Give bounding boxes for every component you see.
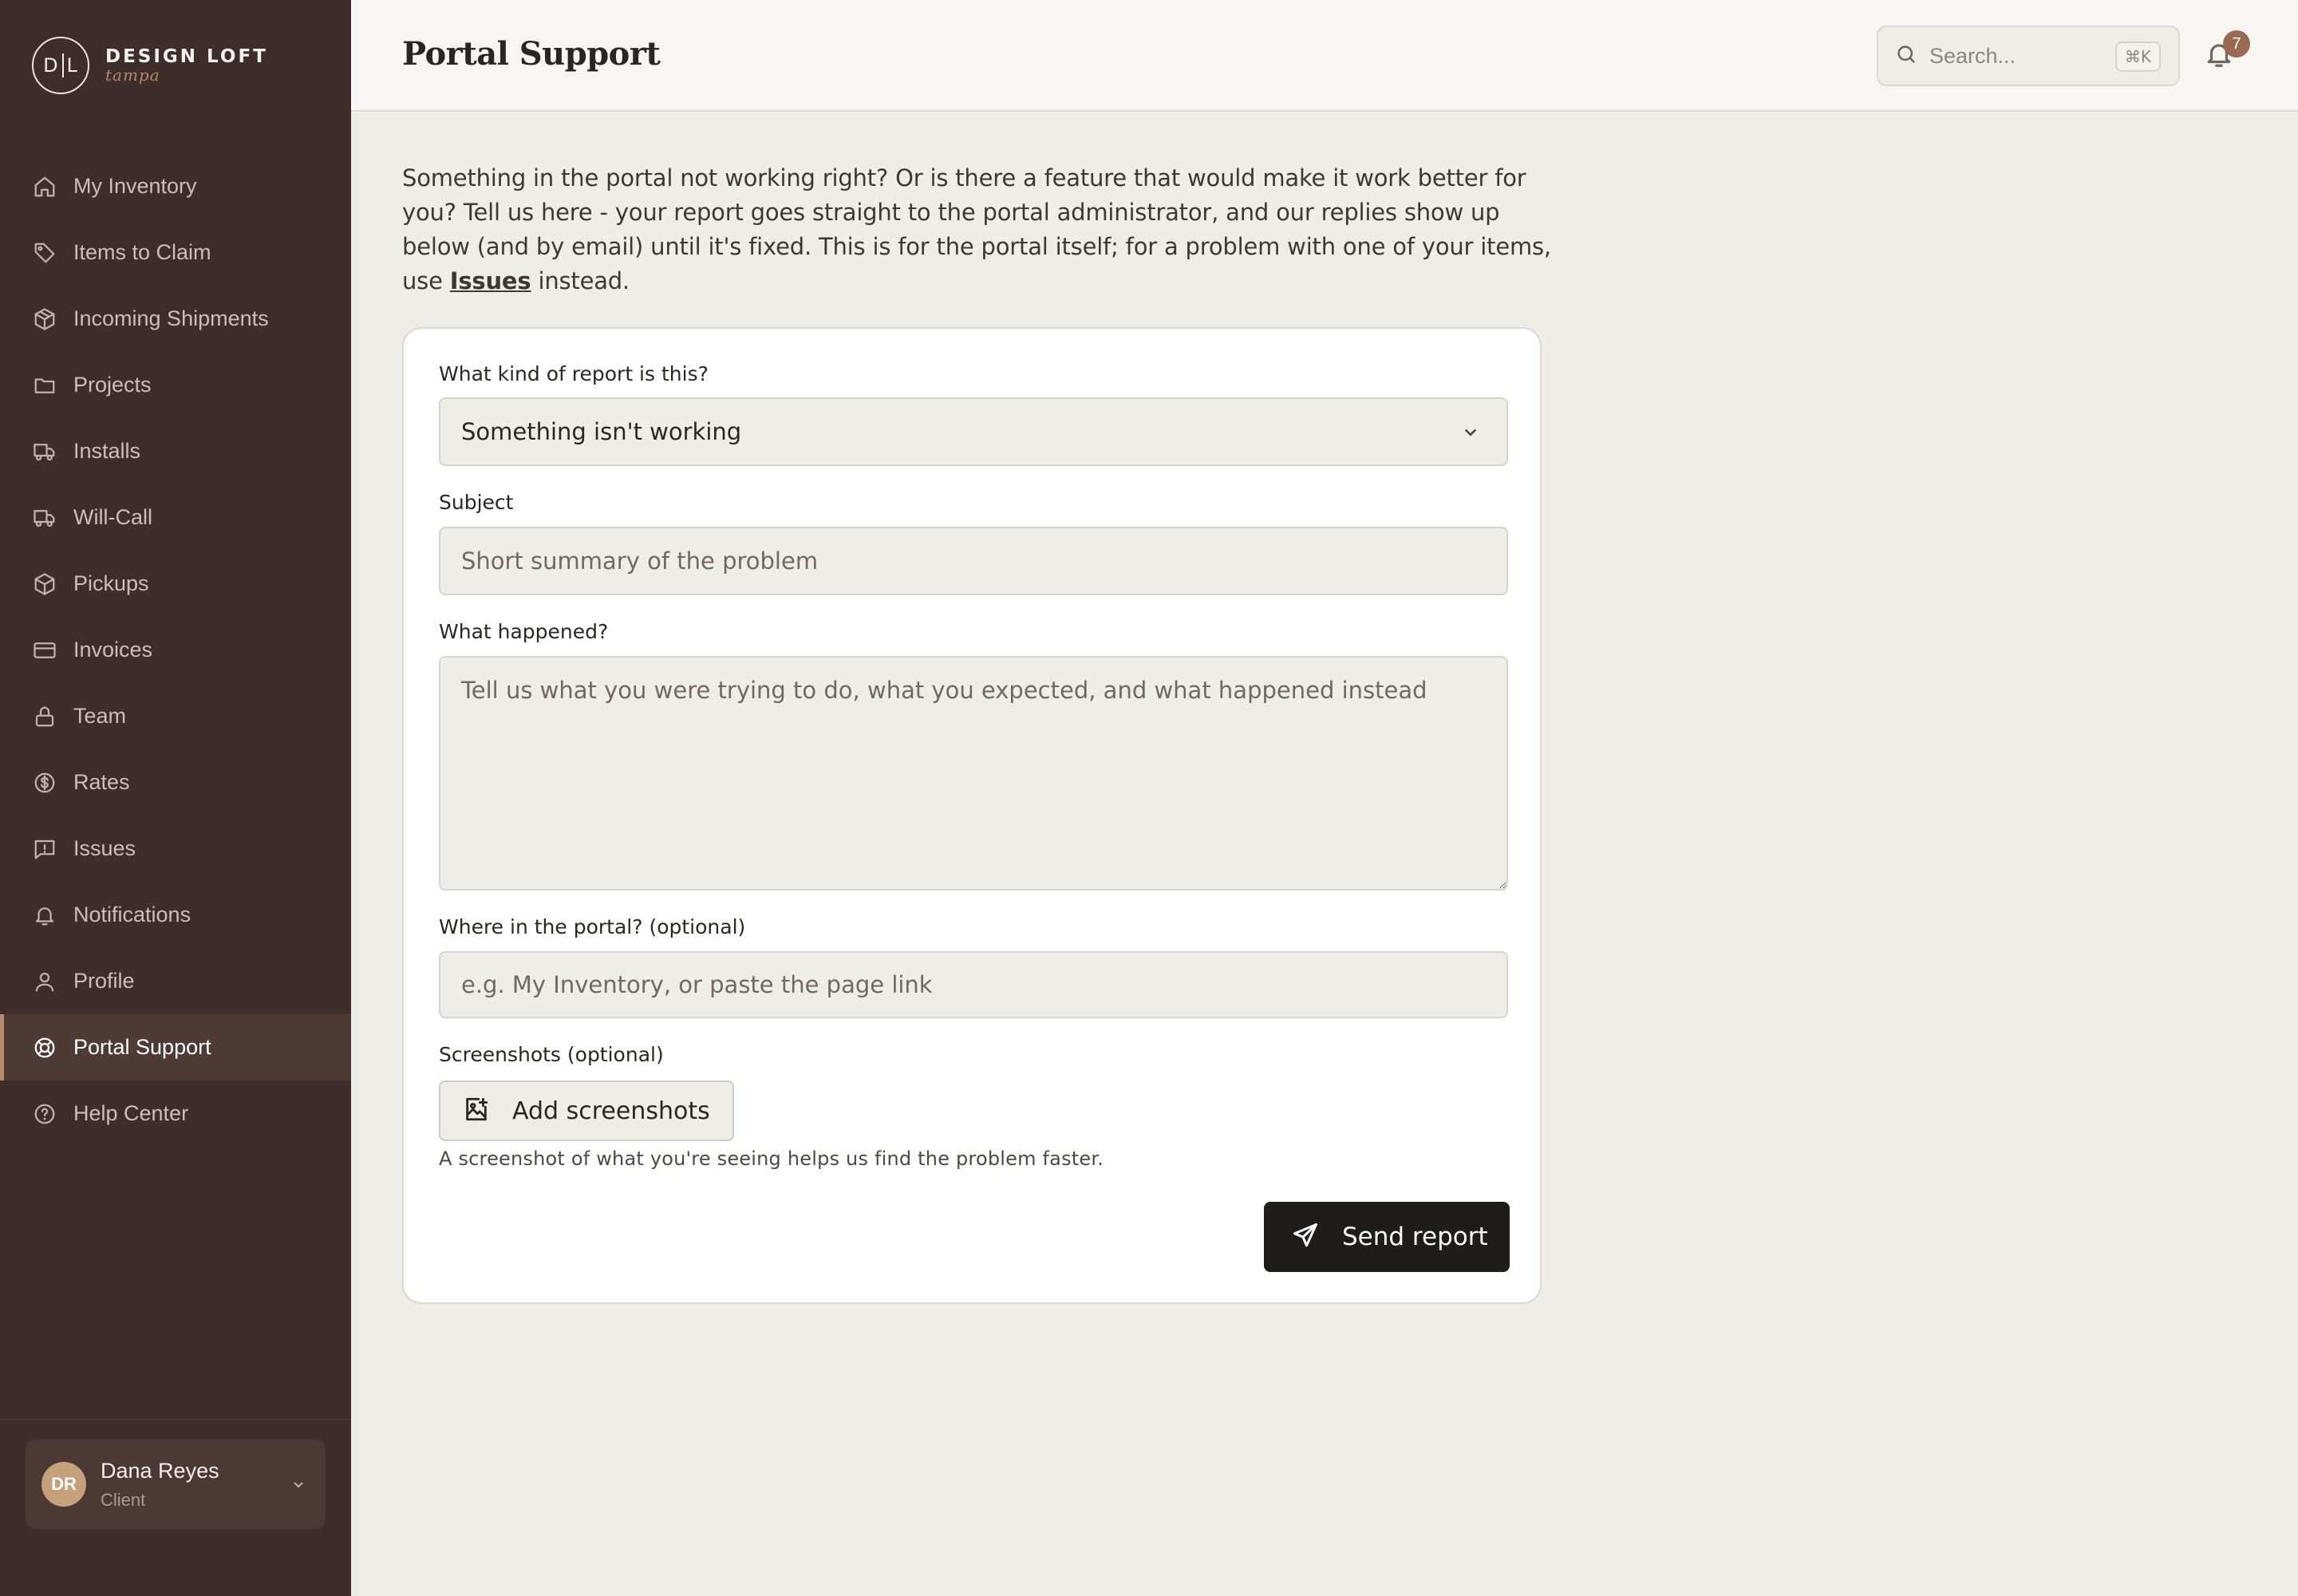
user-role: Client [101,1489,146,1510]
bell-icon [2204,58,2234,73]
credit-card-icon [32,638,57,663]
sidebar-item-label: Pickups [73,571,149,595]
sidebar-item-label: Team [73,704,127,728]
sidebar-item-team[interactable] [0,683,351,749]
sidebar-item-label: Installs [73,439,141,463]
sidebar-item-portal-support[interactable] [0,1014,351,1080]
sidebar-item-pickups[interactable] [0,551,351,617]
sidebar-item-label: Invoices [73,638,153,662]
user-info [101,1459,219,1511]
notification-count-badge: 7 [2223,30,2250,57]
intro-text-part: Something in the portal not working right? Or is there a feature that would make it work better for you? Tell us here - your report goes straight to the portal administrator, and our replies show up below (and by email) until it's fixed. This is for the portal itself; for a problem with one of your items, use [402,164,1551,294]
location-placeholder: e.g. My Inventory, or paste the page link [461,971,933,998]
search-box[interactable] [1877,26,2180,86]
sidebar-nav [0,153,351,1147]
send-icon [1291,1221,1320,1253]
lock-icon [32,704,57,729]
logo-mark: D L [32,37,89,94]
lifebuoy-icon [32,1035,57,1061]
user-name: Dana Reyes [101,1458,219,1483]
top-bar [351,0,2298,112]
details-textarea[interactable] [439,656,1508,891]
sidebar-item-items-to-claim[interactable] [0,219,351,286]
home-icon [32,174,57,200]
sidebar-item-notifications[interactable] [0,882,351,948]
chevron-down-icon [289,1475,308,1494]
search-icon [1894,42,1918,69]
bell-icon [32,903,57,928]
logo-text [105,46,268,85]
sidebar-divider [0,1419,351,1420]
sidebar-item-label: Help Center [73,1101,189,1125]
location-label: Where in the portal? (optional) [439,915,746,938]
add-screenshots-button[interactable] [439,1080,734,1141]
screenshots-help-text: A screenshot of what you're seeing helps us find the problem faster. [439,1148,1104,1170]
sidebar-item-profile[interactable] [0,948,351,1014]
sidebar-item-invoices[interactable] [0,617,351,683]
sidebar-item-issues[interactable] [0,816,351,882]
sidebar-item-label: Incoming Shipments [73,306,269,330]
chevron-down-icon [1459,420,1483,449]
details-label: What happened? [439,620,609,643]
support-form-card [402,327,1542,1304]
report-type-value: Something isn't working [461,418,742,445]
sidebar-item-label: Rates [73,770,130,794]
sidebar-item-label: Portal Support [73,1035,211,1059]
package-icon [32,306,57,332]
sidebar-item-incoming-shipments[interactable] [0,286,351,352]
user-icon [32,969,57,994]
location-input[interactable] [439,951,1508,1018]
box-icon [32,571,57,597]
folder-icon [32,373,57,398]
search-shortcut: ⌘K [2115,41,2161,72]
search-input[interactable] [1929,44,2105,69]
sidebar-item-installs[interactable] [0,418,351,484]
help-circle-icon [32,1101,57,1127]
avatar: DR [41,1462,86,1507]
sidebar-item-rates[interactable] [0,749,351,816]
screenshots-label: Screenshots (optional) [439,1043,664,1066]
subject-input[interactable] [439,527,1508,595]
intro-text-part: instead. [531,267,630,294]
message-alert-icon [32,836,57,862]
subject-label: Subject [439,491,514,514]
sidebar-item-label: Profile [73,969,135,993]
brand-logo[interactable] [32,37,268,94]
sidebar-item-label: Notifications [73,903,192,926]
brand-subtitle: tampa [105,65,160,85]
tag-icon [32,240,57,266]
sidebar-item-help-center[interactable] [0,1080,351,1147]
sidebar-item-label: Will-Call [73,505,152,529]
report-type-label: What kind of report is this? [439,362,709,385]
truck-icon [32,439,57,464]
brand-title: DESIGN LOFT [105,46,268,67]
subject-placeholder: Short summary of the problem [461,547,819,575]
page-title: Portal Support [402,35,661,73]
sidebar [0,0,351,1596]
send-report-label: Send report [1342,1223,1488,1251]
sidebar-item-my-inventory[interactable] [0,153,351,219]
truck-icon [32,505,57,531]
sidebar-item-label: Issues [73,836,136,860]
add-screenshots-label: Add screenshots [512,1096,710,1125]
sidebar-item-projects[interactable] [0,352,351,418]
user-menu[interactable] [26,1440,326,1529]
send-report-button[interactable] [1264,1202,1510,1272]
issues-link[interactable]: Issues [449,267,531,294]
sidebar-item-label: Projects [73,373,152,397]
image-plus-icon [463,1096,490,1126]
sidebar-item-will-call[interactable] [0,484,351,551]
intro-text [402,161,1551,298]
sidebar-item-label: Items to Claim [73,240,211,264]
sidebar-item-label: My Inventory [73,174,197,198]
report-type-select[interactable] [439,397,1508,466]
dollar-circle-icon [32,770,57,796]
